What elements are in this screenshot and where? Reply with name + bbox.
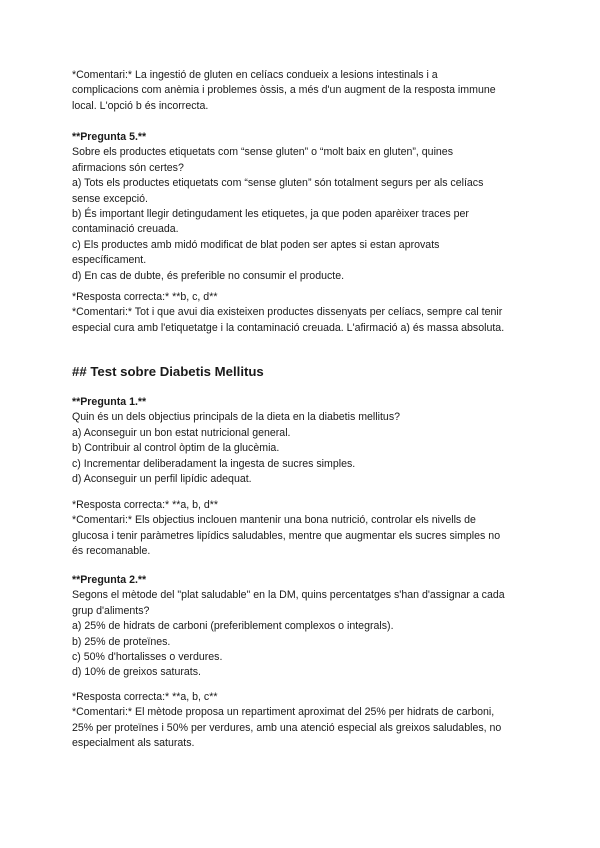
comment-line: és recomanable. (72, 545, 151, 558)
option-line: sense excepció. (72, 192, 148, 205)
question-title: **Pregunta 2.** (72, 574, 147, 586)
comment-line: glucosa i tenir paràmetres lipídics saludables, mentre que augmentar els sucres simples no (72, 529, 501, 542)
question-title: **Pregunta 5.** (72, 131, 147, 143)
answer-line: *Resposta correcta:* **a, b, c** (72, 691, 218, 703)
option-line: a) Aconseguir un bon estat nutricional general. (72, 426, 291, 439)
diabetes-question-2 (72, 573, 542, 681)
prev-comment (72, 68, 542, 114)
option-line: c) Incrementar deliberadament la ingesta de sucres simples. (72, 457, 356, 470)
question-5-answer (72, 290, 542, 336)
question-line: Quin és un dels objectius principals de la dieta en la diabetis mellitus? (72, 411, 401, 424)
comment-line: 25% per proteïnes i 50% per verdures, amb una atenció especial als greixos saludables, no (72, 721, 502, 734)
option-line: d) Aconseguir un perfil lipídic adequat. (72, 473, 252, 486)
comment-line: local. L'opció b és incorrecta. (72, 99, 209, 112)
option-line: contaminació creuada. (72, 223, 179, 236)
option-line: d) 10% de greixos saturats. (72, 666, 201, 679)
question-line: grup d'aliments? (72, 604, 150, 617)
diabetes-question-1-answer (72, 498, 542, 560)
section-heading-text: ## Test sobre Diabetis Mellitus (72, 364, 264, 379)
question-5 (72, 130, 542, 284)
answer-line: *Resposta correcta:* **b, c, d** (72, 291, 218, 303)
question-line: afirmacions són certes? (72, 161, 184, 174)
option-line: a) 25% de hidrats de carboni (preferiblement complexos o integrals). (72, 620, 394, 633)
option-line: a) Tots els productes etiquetats com “sense gluten” són totalment segurs per als celíacs (72, 177, 484, 190)
comment-line: especialment als saturats. (72, 737, 195, 750)
option-line: d) En cas de dubte, és preferible no consumir el producte. (72, 269, 345, 282)
diabetes-question-2-answer (72, 690, 542, 752)
comment-line: *Comentari:* El mètode proposa un repartiment aproximat del 25% per hidrats de carboni, (72, 706, 495, 719)
option-line: c) Els productes amb midó modificat de blat poden ser aptes si estan aprovats (72, 238, 440, 251)
option-line: b) Contribuir al control òptim de la glucèmia. (72, 442, 280, 455)
section-heading (72, 363, 542, 381)
comment-line: *Comentari:* Els objectius inclouen mantenir una bona nutrició, controlar els nivells de (72, 514, 476, 527)
option-line: c) 50% d'hortalisses o verdures. (72, 651, 223, 664)
comment-line: complicacions com anèmia i problemes òssis, a més d'un augment de la resposta immune (72, 84, 496, 97)
comment-line: especial cura amb l'etiquetatge i la contaminació creuada. L'afirmació a) és massa absoluta. (72, 321, 505, 334)
answer-line: *Resposta correcta:* **a, b, d** (72, 499, 219, 511)
option-line: b) És important llegir detingudament les etiquetes, ja que poden aparèixer traces per (72, 208, 469, 221)
option-line: específicament. (72, 254, 147, 267)
comment-line: *Comentari:* La ingestió de gluten en celíacs condueix a lesions intestinals i a (72, 69, 438, 81)
question-line: Segons el mètode del "plat saludable" en la DM, quins percentatges s'han d'assignar a cada (72, 589, 505, 602)
question-line: Sobre els productes etiquetats com “sense gluten” o “molt baix en gluten”, quines (72, 146, 453, 159)
diabetes-question-1 (72, 395, 542, 487)
comment-line: *Comentari:* Tot i que avui dia existeixen productes dissenyats per celíacs, sempre cal tenir (72, 306, 503, 319)
question-title: **Pregunta 1.** (72, 396, 147, 408)
option-line: b) 25% de proteïnes. (72, 635, 171, 648)
